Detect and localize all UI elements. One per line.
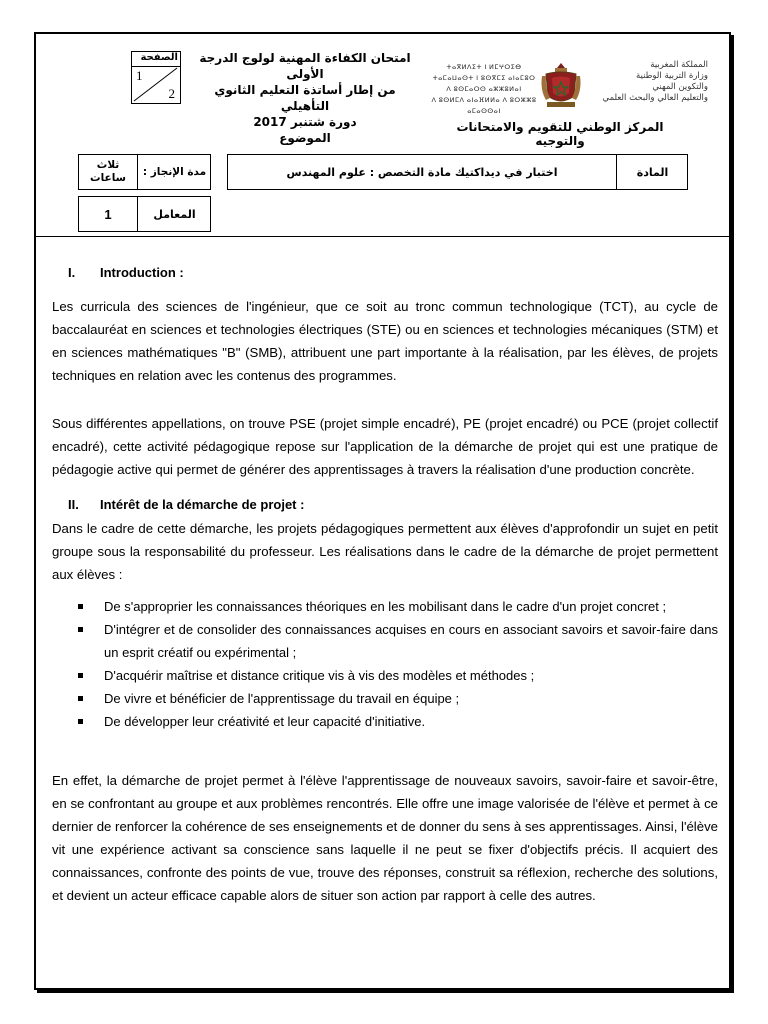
section2-intro-text: Dans le cadre de cette démarche, les projets pédagogiques permettent aux élèves d'approfondir un sujet en petit groupe sous la responsabilité du professeur. Les réalisations dans le cadre de la démarche de projet permettent aux élèves : [52, 521, 718, 582]
subject-value: اختبار في ديداكتيك مادة التخصص : علوم المهندس [286, 165, 558, 179]
list-item: De s'approprier les connaissances théoriques en les mobilisant dans le cadre d'un projet concret ; [104, 595, 718, 618]
duration-value: ثلاث ساعات [90, 159, 126, 184]
coefficient-value: 1 [104, 206, 112, 222]
coefficient-box [78, 196, 211, 232]
page-number-box [131, 51, 181, 104]
tifinagh-line3: ⴷ ⵓⵙⵎⴰⵔⵙ ⴰⵣⵣⵓⵍⴰⵏ [446, 86, 522, 93]
coefficient-label: المعامل [153, 207, 196, 221]
subject-box [227, 154, 688, 190]
section2-intro [52, 517, 718, 586]
header-separator [34, 236, 731, 237]
list-item: De vivre et bénéficier de l'apprentissage du travail en équipe ; [104, 687, 718, 710]
bullet-icon [78, 673, 83, 678]
bullet-icon [78, 604, 83, 609]
national-center-name: المركز الوطني للتقويم والامتحانات والتوجيه [456, 120, 664, 148]
section2-bullet-list [104, 595, 718, 733]
ministry-name [588, 60, 708, 104]
bullet-icon [78, 627, 83, 632]
exam-session: دورة شتنبر 2017 [253, 115, 357, 129]
tifinagh-line2: ⵜⴰⵎⴰⵡⴰⵙⵜ ⵏ ⵓⵙⴳⵎⵉ ⴰⵏⴰⵎⵓⵔ [432, 75, 536, 82]
tifinagh-line4: ⴷ ⵓⵙⵍⵎⴷ ⴰⵏⴰⴼⵍⵍⴰ ⴷ ⵓⵔⵣⵣⵓ ⴰⵎⴰⵙⵙⴰⵏ [431, 97, 537, 115]
list-item: D'intégrer et de consolider des connaissances acquises en cours en associant savoirs et savoir-faire dans un esprit créatif ou expérimental ; [104, 618, 718, 664]
page-total: 2 [168, 86, 175, 101]
section2-number: II. [68, 497, 79, 512]
page-label: الصفحة [140, 52, 178, 63]
exam-title-line2: من إطار أساتذة التعليم الثانوي التأهيلي [214, 83, 396, 113]
bullet-icon [78, 719, 83, 724]
bullet-icon [78, 696, 83, 701]
section1-heading [68, 265, 184, 280]
moroccan-emblem-icon [538, 60, 584, 110]
ministry-line4: والتعليم العالي والبحث العلمي [602, 93, 708, 103]
subject-label: المادة [636, 165, 669, 179]
section2-title: Intérêt de la démarche de projet : [100, 497, 305, 512]
exam-title-line1: امتحان الكفاءة المهنية لولوج الدرجة الأولى [199, 51, 411, 81]
ministry-line3: والتكوين المهني [652, 82, 708, 92]
subject-word: الموضوع [279, 131, 331, 145]
list-item: D'acquérir maîtrise et distance critique vis à vis des modèles et méthodes ; [104, 664, 718, 687]
list-item: De développer leur créativité et leur capacité d'initiative. [104, 710, 718, 733]
section1-para2-text: Sous différentes appellations, on trouve PSE (projet simple encadré), PE (projet encadré) ou PCE (projet collectif encadré), cette activité pédagogique repose sur l'application de la démarche de projet qui est une pratique de pédagogie active qui permet de générer des apprentissages à travers la réalisation d'une production concrète. [52, 416, 718, 477]
section1-para2 [52, 412, 718, 481]
exam-title [190, 50, 420, 146]
page-current: 1 [136, 68, 143, 83]
section1-para1-text: Les curricula des sciences de l'ingénieur, que ce soit au tronc commun technologique (TCT), au cycle de baccalauréat en sciences et technologies électriques (STE) ou en sciences et technologies mécaniques (STM) et en sciences mathématiques "B" (SMB), attribuent une part importante à la réalisation, par les élèves, de projets techniques en relation avec les contenus des programmes. [52, 299, 718, 383]
section1-title: Introduction : [100, 265, 184, 280]
section2-heading [68, 497, 304, 512]
section2-conclusion [52, 769, 718, 907]
section2-conclusion-text: En effet, la démarche de projet permet à l'élève l'apprentissage de nouveaux savoirs, savoir-faire et savoir-être, en se confrontant au groupe et aux problèmes rencontrés. Elle offre une image valorisée de l'élève et permet à ce dernier de renforcer la cohérence de ses enseignements et de donner du sens à ses apprentissages. Ainsi, l'élève vit une expérience activant sa conscience sans laquelle il ne peut se fixer d'objectifs précis. Il acquiert des connaissances, confronte des points de vue, trouve des réponses, construit sa réflexion, recherche des solutions, et devient un acteur efficace capable alors de situer son action par rapport à celle des autres. [52, 773, 718, 903]
duration-label: مدة الإنجاز : [142, 165, 207, 178]
duration-box [78, 154, 211, 190]
tifinagh-ministry-name [424, 62, 544, 117]
tifinagh-line1: ⵜⴰⴳⵍⴷⵉⵜ ⵏ ⵍⵎⵖⵔⵉⴱ [446, 64, 522, 71]
section1-para1 [52, 295, 718, 387]
section1-number: I. [68, 265, 76, 280]
ministry-line2: وزارة التربية الوطنية [635, 71, 708, 81]
ministry-line1: المملكة المغربية [650, 60, 708, 70]
